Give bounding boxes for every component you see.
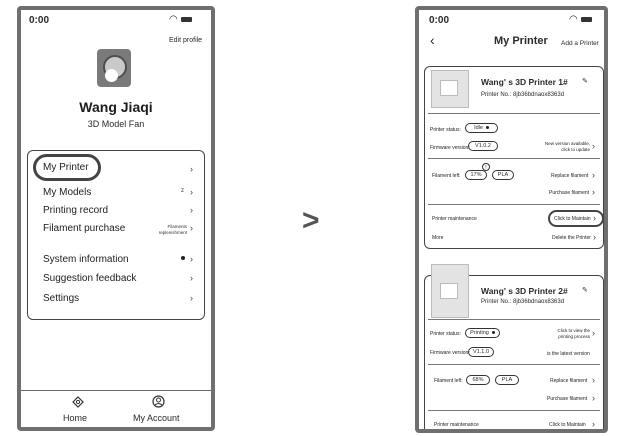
tab-my-account[interactable]: My Account (133, 413, 180, 423)
chevron-right-icon: › (592, 393, 595, 403)
filament-label: Filament left: (432, 173, 461, 179)
back-chevron-icon[interactable]: ‹ (430, 32, 435, 48)
replace-filament-link[interactable]: Replace filament (551, 173, 589, 179)
chevron-right-icon: › (593, 213, 596, 223)
filament-label: Filament left: (434, 378, 463, 384)
chevron-right-icon: › (190, 293, 193, 303)
purchase-filament-link[interactable]: Purchase filament (547, 396, 588, 402)
divider (428, 364, 600, 365)
purchase-filament-link[interactable]: Purchase filament (549, 190, 590, 196)
chevron-right-icon: › (592, 170, 595, 180)
firmware-pill: V1.0.2 (468, 141, 498, 151)
chevron-right-icon: › (190, 205, 193, 215)
status-pill (465, 328, 500, 338)
notification-dot-icon (181, 256, 185, 260)
firmware-update-link[interactable]: New version available, click to update (544, 141, 590, 152)
filament-type-pill: PLA (495, 375, 519, 385)
chevron-right-icon: › (592, 375, 595, 385)
avatar[interactable] (97, 49, 131, 87)
chevron-right-icon: › (190, 273, 193, 283)
printer-name: Wang' s 3D Printer 1# (481, 77, 568, 87)
edit-profile-link[interactable]: Edit profile (169, 37, 203, 44)
add-printer-button[interactable]: Add a Printer (561, 40, 599, 47)
tab-home[interactable]: Home (63, 413, 88, 423)
edit-pencil-icon[interactable]: ✎ (582, 287, 588, 294)
more-label: More (432, 235, 444, 241)
divider (428, 410, 600, 411)
status-pill (465, 123, 498, 133)
divider (428, 319, 600, 320)
printer-image (431, 70, 469, 108)
menu-item-my-models[interactable]: My Models (43, 187, 92, 198)
page-title: My Printer (494, 35, 548, 47)
chevron-right-icon: › (592, 328, 595, 338)
status-time: 0:00 (29, 15, 50, 26)
printer-number: Printer No.: 8jb36bdnaox8363d (481, 92, 565, 98)
user-name: Wang Jiaqi (79, 99, 153, 115)
menu-item-settings[interactable]: Settings (43, 293, 80, 304)
status-label: Printer status: (430, 127, 461, 133)
menu-item-filament-purchase[interactable]: Filament purchase (43, 223, 126, 234)
transition-arrow: > (302, 204, 320, 237)
printer-number: Printer No.: 8jb36bdnaox8363d (481, 299, 565, 305)
firmware-label: Firmware version: (430, 350, 470, 356)
view-printing-link[interactable]: Click to view the printing process (557, 328, 590, 339)
firmware-label: Firmware version: (430, 145, 470, 151)
tab-bar-divider (21, 390, 211, 391)
chevron-right-icon: › (592, 187, 595, 197)
account-screen (17, 6, 215, 431)
account-icon (152, 395, 165, 408)
status-value: Idle (474, 125, 483, 131)
firmware-latest-note: is the latest version (547, 351, 590, 357)
replace-filament-link[interactable]: Replace filament (550, 378, 588, 384)
warning-badge-icon: ! (482, 163, 490, 171)
wifi-battery-icon: ◠ (169, 14, 192, 25)
divider (428, 158, 600, 159)
menu-item-my-printer[interactable]: My Printer (43, 162, 89, 173)
maintain-button[interactable]: Click to Maintain (549, 422, 586, 428)
filament-type-pill: PLA (492, 170, 514, 180)
status-value: Printing (470, 330, 489, 336)
chevron-right-icon: › (190, 187, 193, 197)
menu-item-printing-record[interactable]: Printing record (43, 205, 109, 216)
maintenance-label: Printer maintenance (432, 216, 477, 222)
home-icon (72, 396, 84, 408)
my-models-badge: z (181, 188, 184, 194)
filament-note: Filaments replenishment (158, 224, 187, 235)
chevron-right-icon: › (592, 141, 595, 151)
chevron-right-icon: › (592, 419, 595, 429)
wifi-battery-icon: ◠ (569, 14, 592, 25)
divider (428, 204, 600, 205)
filament-percent-pill: 68% (466, 375, 490, 385)
chevron-right-icon: › (190, 254, 193, 264)
printer-name: Wang' s 3D Printer 2# (481, 286, 568, 296)
maintain-button[interactable]: Click to Maintain (554, 216, 591, 222)
maintenance-label: Printer maintenance (434, 422, 479, 428)
status-time: 0:00 (429, 15, 450, 26)
chevron-right-icon: › (593, 232, 596, 242)
edit-pencil-icon[interactable]: ✎ (582, 78, 588, 85)
firmware-pill: V1.1.0 (468, 347, 494, 357)
status-label: Printer status: (430, 331, 461, 337)
printer-image (431, 264, 469, 318)
filament-percent-pill: 17% (465, 170, 487, 180)
chevron-right-icon: › (190, 164, 193, 174)
menu-item-suggestion-feedback[interactable]: Suggestion feedback (43, 273, 137, 284)
user-subtitle: 3D Model Fan (87, 119, 145, 129)
menu-item-system-information[interactable]: System information (43, 254, 129, 265)
chevron-right-icon: › (190, 223, 193, 233)
my-printer-screen (415, 6, 608, 433)
divider (428, 113, 600, 114)
delete-printer-button[interactable]: Delete the Printer (552, 235, 591, 241)
